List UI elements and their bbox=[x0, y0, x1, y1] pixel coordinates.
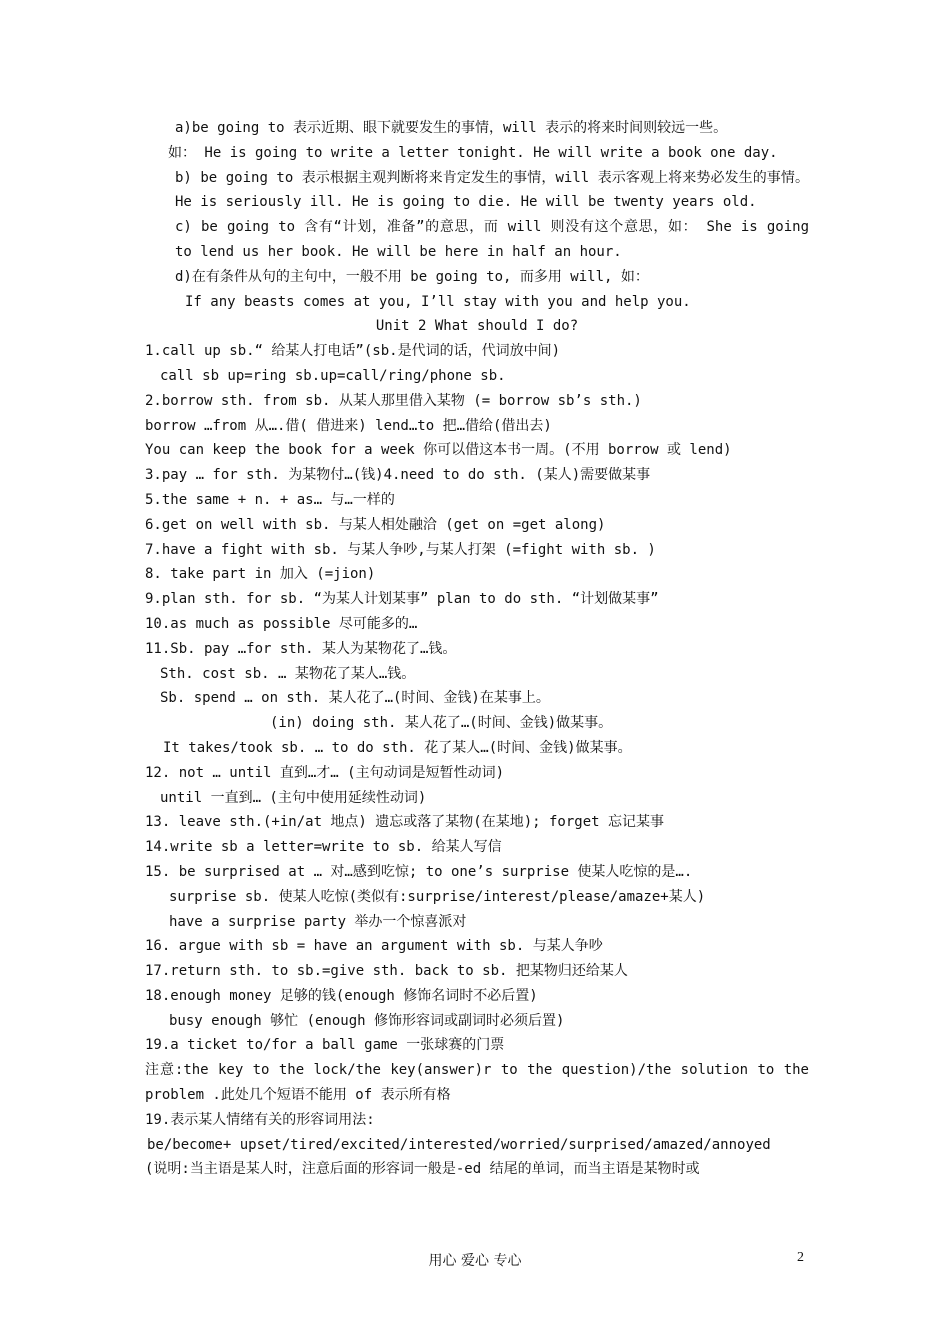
text-line: 6.get on well with sb. 与某人相处融洽 (get on =get along) bbox=[145, 516, 606, 533]
text-line: 19.表示某人情绪有关的形容词用法: bbox=[145, 1111, 375, 1128]
text-line: 7.have a fight with sb. 与某人争吵,与某人打架 (=fight with sb. ) bbox=[145, 541, 656, 558]
text-line: 17.return sth. to sb.=give sth. back to sb. 把某物归还给某人 bbox=[145, 963, 628, 980]
text-line: 1.call up sb.“ 给某人打电话”(sb.是代词的话，代词放中间) bbox=[145, 343, 561, 360]
text-line: call sb up=ring sb.up=call/ring/phone sb. bbox=[160, 367, 506, 384]
text-line: 16. argue with sb = have an argument with sb. 与某人争吵 bbox=[145, 938, 603, 955]
text-line: 12. not … until 直到…才… (主句动词是短暂性动词) bbox=[145, 764, 505, 781]
text-line: 18.enough money 足够的钱(enough 修饰名词时不必后置) bbox=[145, 987, 538, 1004]
text-line: (in) doing sth. 某人花了…(时间、金钱)做某事。 bbox=[270, 715, 613, 732]
text-line: You can keep the book for a week 你可以借这本书一周。(不用 borrow 或 lend) bbox=[145, 442, 732, 459]
page-number: 2 bbox=[797, 1250, 804, 1265]
text-line: surprise sb. 使某人吃惊(类似有:surprise/interest/please/amaze+某人) bbox=[169, 888, 706, 905]
text-line: 3.pay … for sth. 为某物付…(钱)4.need to do sth. (某人)需要做某事 bbox=[145, 467, 651, 484]
page-body bbox=[145, 116, 809, 1182]
text-line: 5.the same + n. + as… 与…一样的 bbox=[145, 491, 395, 508]
text-line: d)在有条件从句的主句中，一般不用 be going to, 而多用 will, 如： bbox=[175, 268, 649, 285]
text-line: (说明:当主语是某人时，注意后面的形容词一般是-ed 结尾的单词，而当主语是某物时或 bbox=[145, 1161, 700, 1178]
text-line: a)be going to 表示近期、眼下就要发生的事情，will 表示的将来时间则较远一些。 bbox=[175, 120, 728, 136]
text-paragraph: 注意:the key to the lock/the key(answer)r to the question)/the solution to the problem .此处几个短语不能用 of 表示所有格 bbox=[145, 1062, 809, 1104]
text-line: Sb. spend … on sth. 某人花了…(时间、金钱)在某事上。 bbox=[160, 690, 550, 707]
unit-heading: Unit 2 What should I do? bbox=[375, 318, 579, 335]
text-line: borrow …from 从….借( 借进来) lend…to 把…借给(借出去) bbox=[145, 417, 552, 434]
text-line: Sth. cost sb. … 某物花了某人…钱。 bbox=[160, 665, 416, 682]
text-line: 8. take part in 加入 (=jion) bbox=[145, 566, 376, 583]
text-line: be/become+ upset/tired/excited/interested/worried/surprised/amazed/annoyed bbox=[147, 1136, 771, 1153]
text-line: have a surprise party 举办一个惊喜派对 bbox=[169, 913, 467, 930]
text-line: 9.plan sth. for sb. “为某人计划某事” plan to do sth. “计划做某事” bbox=[145, 591, 659, 608]
text-line: 19.a ticket to/for a ball game 一张球赛的门票 bbox=[145, 1037, 505, 1054]
text-line: 13. leave sth.(+in/at 地点) 遗忘或落了某物(在某地); forget 忘记某事 bbox=[145, 814, 665, 831]
text-line: until 一直到… (主句中使用延续性动词) bbox=[160, 789, 427, 806]
text-line: It takes/took sb. … to do sth. 花了某人…(时间、金钱)做某事。 bbox=[163, 739, 632, 756]
text-line: 14.write sb a letter=write to sb. 给某人写信 bbox=[145, 839, 502, 856]
text-line: If any beasts comes at you, I’ll stay with you and help you. bbox=[185, 293, 691, 310]
text-paragraph: c) be going to 含有“计划，准备”的意思，而 will 则没有这个意思，如： She is going to lend us her book. He will be here in half an hour. bbox=[175, 219, 809, 260]
page-footer-motto: 用心 爱心 专心 bbox=[428, 1253, 522, 1269]
text-line: 2.borrow sth. from sb. 从某人那里借入某物 (= borrow sb’s sth.) bbox=[145, 392, 642, 409]
text-line: busy enough 够忙 (enough 修饰形容词或副词时必须后置) bbox=[169, 1012, 565, 1029]
text-line: 15. be surprised at … 对…感到吃惊; to one’s surprise 使某人吃惊的是…. bbox=[145, 863, 693, 880]
text-line: 11.Sb. pay …for sth. 某人为某物花了…钱。 bbox=[145, 640, 457, 657]
text-paragraph: b) be going to 表示根据主观判断将来肯定发生的事情，will 表示客观上将来势必发生的事情。 He is seriously ill. He is going to die. He will be twenty years old. bbox=[175, 169, 809, 211]
text-line: 10.as much as possible 尽可能多的… bbox=[145, 615, 418, 632]
text-line: 如： He is going to write a letter tonight. He will write a book one day. bbox=[168, 144, 778, 161]
